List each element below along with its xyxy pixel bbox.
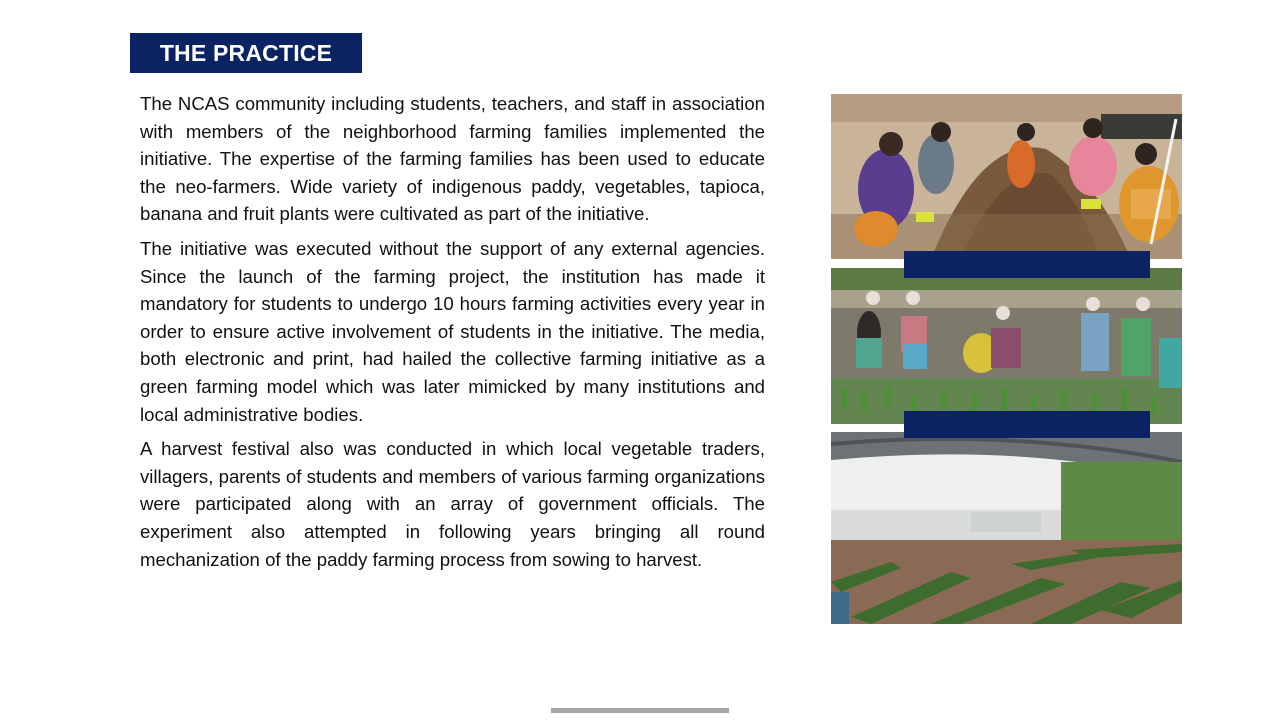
- paragraph-2: The initiative was executed without the support of any external agencies. Since the launch of the farming project, the institution has made it mandatory for students to undergo 10 hours farming activities every year in order to ensure active involvement of students in the initiative. The media, both electronic and print, had hailed the collective farming initiative as a green farming model which was later mimicked by many institutions and local administrative bodies.: [140, 237, 765, 425]
- photo-paddy-field: [831, 268, 1182, 424]
- photo-shade-house: [831, 432, 1182, 624]
- paragraph-1: The NCAS community including students, teachers, and staff in association with members of the neighborhood farming families implemented the initiative. The expertise of the farming families has been used to educate the neo-farmers. Wide variety of indigenous paddy, vegetables, tapioca, banana and fruit plants were cultivated as part of the initiative.: [140, 93, 765, 225]
- title-banner: [130, 33, 362, 73]
- photo-soil-work: [831, 94, 1182, 259]
- paragraph-3: A harvest festival also was conducted in which local vegetable traders, villagers, parents of students and members of various farming organizations were participated along with an array of government officials. The experiment also attempted in following years bringing all round mechanization of the paddy farming process from sowing to harvest.: [140, 438, 765, 570]
- bottom-divider: [551, 708, 729, 713]
- photo-caption-bar-2: [904, 411, 1150, 438]
- slide-title: THE PRACTICE: [159, 39, 333, 66]
- photo-caption-bar-1: [904, 251, 1150, 278]
- body-text: [140, 90, 765, 580]
